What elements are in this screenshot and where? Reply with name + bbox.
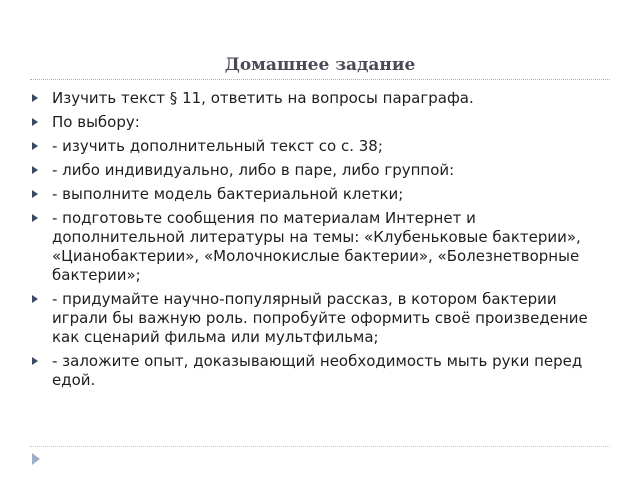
triangle-bullet-icon xyxy=(32,118,38,126)
triangle-bullet-icon xyxy=(32,214,38,222)
bullet-text: По выбору: xyxy=(52,113,140,131)
triangle-bullet-icon xyxy=(32,295,38,303)
footer-divider xyxy=(30,446,610,447)
triangle-bullet-icon xyxy=(32,94,38,102)
title-divider xyxy=(30,79,610,80)
slide-title: Домашнее задание xyxy=(224,55,416,75)
bullet-item xyxy=(30,209,610,285)
triangle-bullet-icon xyxy=(32,166,38,174)
bullet-text: - либо индивидуально, либо в паре, либо группой: xyxy=(52,161,455,179)
bullet-item xyxy=(30,185,610,204)
triangle-bullet-icon xyxy=(32,142,38,150)
bullet-item xyxy=(30,113,610,132)
bullet-item xyxy=(30,137,610,156)
bullet-item xyxy=(30,352,610,390)
bullet-item xyxy=(30,161,610,180)
bullet-item xyxy=(30,89,610,108)
bullet-text: Изучить текст § 11, ответить на вопросы параграфа. xyxy=(52,89,474,107)
bullet-list xyxy=(30,89,610,395)
triangle-bullet-icon xyxy=(32,190,38,198)
bullet-item xyxy=(30,290,610,347)
bullet-text: - придумайте научно-популярный рассказ, в котором бактерии играли бы важную роль. попробуйте оформить своё произведение как сценарий фильма или мультфильма; xyxy=(52,290,588,346)
triangle-bullet-icon xyxy=(32,357,38,365)
bullet-text: - подготовьте сообщения по материалам Интернет и дополнительной литературы на темы: «Клубеньковые бактерии», «Цианобактерии», «Молочнокислые бактерии», «Болезнетворные бактерии»; xyxy=(52,209,581,284)
bullet-text: - выполните модель бактериальной клетки; xyxy=(52,185,404,203)
bullet-text: - заложите опыт, доказывающий необходимость мыть руки перед едой. xyxy=(52,352,583,389)
triangle-arrow-icon xyxy=(32,453,40,465)
bullet-text: - изучить дополнительный текст со с. 38; xyxy=(52,137,383,155)
